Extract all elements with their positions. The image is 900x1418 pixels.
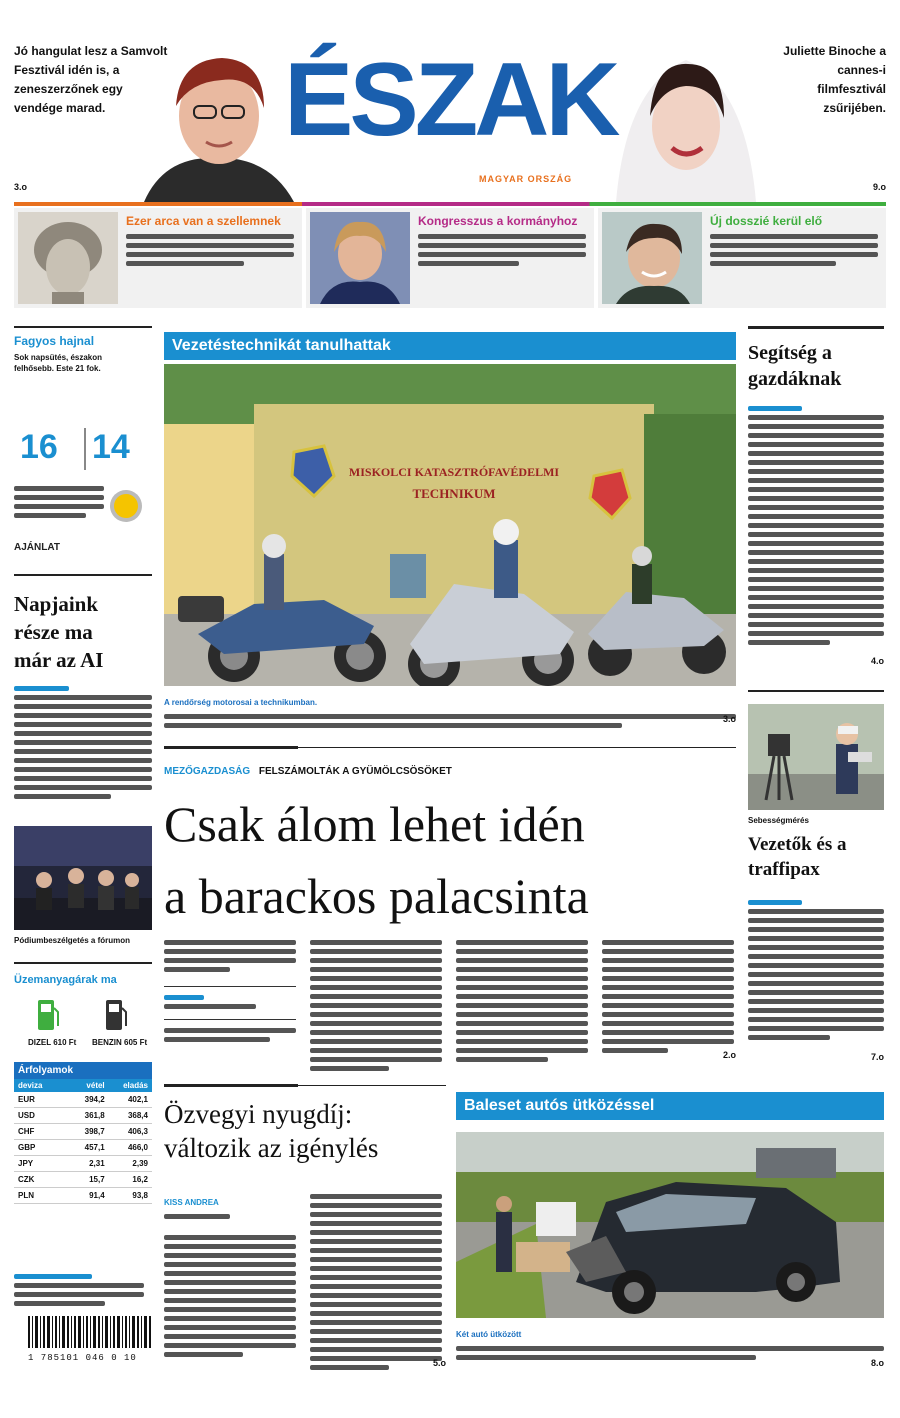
second-col-1 <box>164 1214 296 1361</box>
ai-story-body <box>14 686 152 803</box>
fuel-petrol-price: 605 Ft <box>124 1038 148 1047</box>
lead-top-rule <box>164 746 298 749</box>
weather-text: Sok napsütés, északon felhősebb. Este 21 fok. <box>14 353 103 373</box>
lead-headline-2: a barackos palacsinta <box>164 868 589 924</box>
fuel-diesel-name: DIZEL <box>28 1038 51 1047</box>
weather-high: 16 <box>20 428 58 466</box>
barcode-number: 1 785101 046 0 10 <box>28 1353 137 1363</box>
second-headline-1: Özvegyi nyugdíj: <box>164 1099 353 1129</box>
sun-icon <box>108 488 144 524</box>
barcode <box>28 1316 152 1363</box>
teaser-1-body <box>126 234 294 270</box>
fuel-petrol-label <box>92 1038 147 1047</box>
main-photo <box>164 364 736 686</box>
teaser-1-photo <box>18 212 118 304</box>
table-row: CZK 15,7 16,2 <box>14 1172 152 1188</box>
lead-story[interactable] <box>164 746 736 1068</box>
masthead-title[interactable]: ÉSZAK <box>284 42 617 158</box>
right-story1-body <box>748 406 884 649</box>
lead-col-1 <box>164 940 296 1046</box>
teaser-1[interactable] <box>14 208 302 308</box>
accident-photo <box>456 1132 884 1318</box>
main-photo-caption <box>164 692 736 732</box>
masthead-left-page: 3.o <box>14 182 28 192</box>
table-row: JPY 2,31 2,39 <box>14 1156 152 1172</box>
teaser-row <box>14 208 886 308</box>
masthead-right-page: 9.o <box>872 182 886 192</box>
table-row: PLN 91,4 93,8 <box>14 1188 152 1204</box>
weather-title: Fagyos hajnal <box>14 334 95 348</box>
accident-caption: Két autó ütközött <box>456 1330 522 1339</box>
second-headline-2: változik az igénylés <box>164 1133 379 1163</box>
main-photo-page: 3.o <box>722 714 736 724</box>
teaser-2-title: Kongresszus a kormányhoz <box>418 214 578 228</box>
table-row: USD 361,8 368,4 <box>14 1108 152 1124</box>
accident-strip: Baleset autós ütközéssel <box>456 1092 884 1120</box>
fuel-pump-icon-petrol <box>104 998 128 1032</box>
ai-panel-photo[interactable] <box>14 826 152 930</box>
fuel-diesel-label <box>28 1038 76 1047</box>
teaser-3-body <box>710 234 878 270</box>
fuel-petrol-name: BENZIN <box>92 1038 122 1047</box>
exchange-title: Árfolyamok <box>14 1062 152 1079</box>
accident-page: 8.o <box>870 1358 884 1368</box>
table-row: CHF 398,7 406,3 <box>14 1124 152 1140</box>
right-story1-page: 4.o <box>870 656 884 666</box>
left-rule-2 <box>14 574 152 576</box>
masthead <box>14 40 886 210</box>
lead-col-3 <box>456 940 588 1066</box>
fuel-diesel-price: 610 Ft <box>53 1038 77 1047</box>
weather-box[interactable] <box>14 332 152 572</box>
right-story2-body <box>748 900 884 1044</box>
second-top-rule-thin <box>298 1085 446 1086</box>
table-row: EUR 394,2 402,1 <box>14 1092 152 1108</box>
teaser-3[interactable] <box>598 208 886 308</box>
masthead-left-portrait <box>124 46 309 202</box>
teaser-3-photo <box>602 212 702 304</box>
right-column <box>748 326 884 1070</box>
weather-low: 14 <box>92 428 130 466</box>
teaser-2-body <box>418 234 586 270</box>
second-page: 5.o <box>432 1358 446 1368</box>
masthead-left-teaser[interactable]: Jó hangulat lesz a Samvolt Fesztivál idén is, a zeneszerzőnek egy vendége marad. <box>14 44 168 115</box>
left-rule-3 <box>14 962 152 964</box>
right-top-rule <box>748 326 884 329</box>
ai-panel-caption: Pódiumbeszélgetés a fórumon <box>14 936 131 945</box>
accident-block[interactable] <box>456 1092 884 1376</box>
second-story[interactable] <box>164 1084 446 1376</box>
main-photo-caption-lead: A rendőrség motorosai a technikumban. <box>164 698 318 707</box>
exchange-header-sell: eladás <box>123 1081 148 1090</box>
right-rule-2 <box>748 690 884 692</box>
right-story2-caption: Sebességmérés <box>748 816 809 825</box>
weather-sponsor: AJÁNLAT <box>14 542 60 553</box>
main-photo-block[interactable] <box>164 332 736 732</box>
fuel-title: Üzemanyagárak ma <box>14 974 117 986</box>
lead-kicker <box>164 766 452 777</box>
main-photo-strip: Vezetéstechnikát tanulhattak <box>164 332 736 360</box>
exchange-rows <box>14 1092 152 1204</box>
right-story2-page: 7.o <box>870 1052 884 1062</box>
masthead-right-teaser[interactable]: Juliette Binoche a cannes-i filmfesztivál zsűrijében. <box>783 44 886 115</box>
exchange-header-currency: deviza <box>18 1081 43 1090</box>
lead-col-2 <box>310 940 442 1075</box>
lead-col-4 <box>602 940 734 1057</box>
exchange-header-buy: vétel <box>86 1081 105 1090</box>
exchange-header <box>14 1079 152 1092</box>
right-story2-headline[interactable]: Vezetők és a traffipax <box>748 834 847 880</box>
teaser-2[interactable] <box>306 208 594 308</box>
left-column <box>14 326 152 1376</box>
weather-details <box>14 486 104 522</box>
right-story1-headline[interactable]: Segítség a gazdáknak <box>748 342 842 390</box>
table-row: GBP 457,1 466,0 <box>14 1140 152 1156</box>
masthead-subtitle: MAGYAR ORSZÁG <box>479 174 573 184</box>
left-top-rule <box>14 326 152 328</box>
masthead-right-portrait <box>606 46 766 202</box>
second-byline: KISS ANDREA <box>164 1198 219 1207</box>
lead-kicker-topic: MEZŐGAZDASÁG <box>164 766 251 777</box>
exchange-table[interactable] <box>14 1062 152 1204</box>
second-col-2 <box>310 1194 442 1374</box>
lead-headline-1: Csak álom lehet idén <box>164 796 585 852</box>
teaser-2-photo <box>310 212 410 304</box>
weather-divider <box>84 428 86 470</box>
right-story2-photo[interactable] <box>748 704 884 810</box>
ai-story-headline[interactable]: Napjaink része ma már az AI <box>14 592 104 672</box>
masthead-color-rule <box>14 202 886 206</box>
fuel-pump-icon-diesel <box>36 998 60 1032</box>
imprint <box>14 1274 144 1310</box>
lead-top-rule-thin <box>298 747 736 748</box>
building-sign-2: TECHNIKUM <box>412 486 496 501</box>
teaser-3-title: Új dosszié kerül elő <box>710 214 823 228</box>
second-top-rule <box>164 1084 298 1087</box>
accident-caption-wrap <box>456 1324 884 1364</box>
lead-page: 2.o <box>722 1050 736 1060</box>
building-sign-1: MISKOLCI KATASZTRÓFAVÉDELMI <box>348 465 560 479</box>
teaser-1-title: Ezer arca van a szellemnek <box>126 214 281 228</box>
lead-kicker-sub: FELSZÁMOLTÁK A GYÜMÖLCSÖSÖKET <box>258 766 452 777</box>
